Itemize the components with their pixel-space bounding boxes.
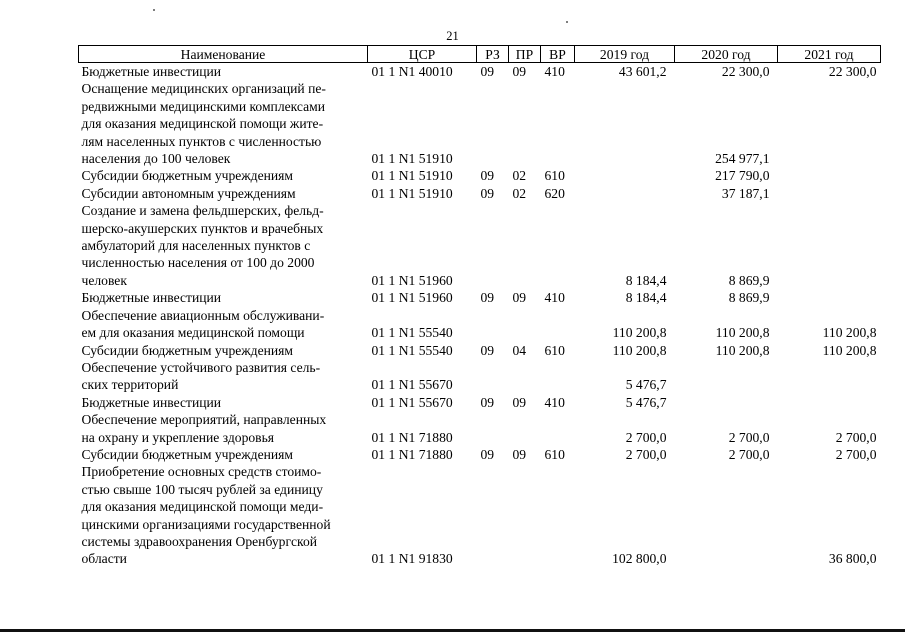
cell-2020: 8 869,9 [728, 290, 770, 306]
cell-2020 [675, 359, 778, 394]
table-row [79, 463, 881, 567]
cell-csr: 01 1 N1 55670 [371, 394, 453, 410]
cell-rz: 09 [480, 185, 495, 201]
cell-vr: 620 [544, 185, 565, 201]
cell-2019: 8 184,4 [625, 290, 667, 306]
cell-rz: 09 [480, 168, 495, 184]
cell-pr: 02 [512, 168, 527, 184]
cell-vr [541, 80, 575, 167]
cell-2021: 2 700,0 [835, 446, 877, 462]
cell-csr: 01 1 N1 51910 [371, 151, 453, 167]
cell-csr: 01 1 N1 55540 [371, 342, 453, 358]
cell-2020: 110 200,8 [715, 325, 770, 341]
cell-rz: 09 [480, 64, 495, 79]
bottom-scan-edge [0, 629, 905, 632]
cell-name: Бюджетные инвестиции [81, 394, 222, 410]
cell-rz [477, 411, 509, 446]
cell-csr: 01 1 N1 55540 [371, 325, 453, 341]
cell-pr [509, 463, 541, 567]
cell-2019: 8 184,4 [625, 272, 667, 288]
col-header-csr: ЦСР [368, 46, 477, 63]
cell-csr: 01 1 N1 55670 [371, 377, 453, 393]
cell-2020: 217 790,0 [715, 168, 770, 184]
page-number: 21 [446, 29, 459, 43]
cell-pr: 04 [512, 342, 527, 358]
cell-csr: 01 1 N1 51960 [371, 290, 453, 306]
cell-2019: 110 200,8 [612, 325, 667, 341]
cell-rz: 09 [480, 394, 495, 410]
cell-2021: 110 200,8 [822, 325, 877, 341]
cell-rz [477, 359, 509, 394]
col-header-name: Наименование [79, 46, 368, 63]
cell-pr [509, 307, 541, 342]
cell-2020: 110 200,8 [715, 342, 770, 358]
cell-2019 [575, 80, 675, 167]
table-row [79, 342, 881, 359]
cell-vr: 410 [544, 290, 565, 306]
cell-pr: 02 [512, 185, 527, 201]
cell-name: Приобретение основных средств стоимо- стью свыше 100 тысяч рублей за единицу для оказания медицинской помощи меди- цинскими организациями государственной системы здравоохранения Оренбургской области [81, 464, 331, 567]
cell-name: Субсидии бюджетным учреждениям [81, 342, 294, 358]
cell-rz: 09 [480, 446, 495, 462]
table-row [79, 167, 881, 184]
cell-2021 [778, 394, 881, 411]
cell-2020: 22 300,0 [721, 64, 770, 79]
cell-pr: 09 [512, 446, 527, 462]
cell-rz [477, 80, 509, 167]
cell-csr: 01 1 N1 51910 [371, 168, 453, 184]
cell-rz [477, 202, 509, 289]
cell-2021 [778, 185, 881, 202]
table-row [79, 394, 881, 411]
cell-pr [509, 80, 541, 167]
cell-2021: 36 800,0 [828, 551, 877, 567]
cell-2019: 102 800,0 [612, 551, 667, 567]
cell-csr: 01 1 N1 71880 [371, 446, 453, 462]
cell-2021: 110 200,8 [822, 342, 877, 358]
cell-2021 [778, 289, 881, 306]
cell-vr [541, 359, 575, 394]
cell-name: Оснащение медицинских организаций пе- редвижными медицинскими комплексами для оказания медицинской помощи жите- лям населенных пунктов с численностью населения до 100 человек [81, 81, 326, 167]
cell-rz: 09 [480, 290, 495, 306]
cell-2019 [575, 167, 675, 184]
cell-name: Субсидии бюджетным учреждениям [81, 446, 294, 462]
cell-2020 [675, 394, 778, 411]
cell-name: Обеспечение мероприятий, направленных на охрану и укрепление здоровья [81, 412, 327, 445]
col-header-pr: ПР [509, 46, 541, 63]
cell-pr [509, 411, 541, 446]
cell-2021 [778, 80, 881, 167]
table-row [79, 80, 881, 167]
cell-pr: 09 [512, 290, 527, 306]
scan-speck [153, 9, 155, 11]
cell-pr: 09 [512, 64, 527, 79]
cell-2020: 2 700,0 [728, 429, 770, 445]
cell-2021 [778, 167, 881, 184]
cell-rz: 09 [480, 342, 495, 358]
table-body [79, 63, 881, 568]
col-header-2021: 2021 год [778, 46, 881, 63]
col-header-2019: 2019 год [575, 46, 675, 63]
cell-2019: 5 476,7 [625, 394, 667, 410]
cell-csr: 01 1 N1 51910 [371, 185, 453, 201]
cell-vr: 610 [544, 168, 565, 184]
cell-rz [477, 463, 509, 567]
cell-2019: 2 700,0 [625, 446, 667, 462]
table-row [79, 446, 881, 463]
budget-table [78, 45, 881, 568]
cell-vr: 610 [544, 446, 565, 462]
cell-name: Субсидии бюджетным учреждениям [81, 168, 294, 184]
cell-name: Субсидии автономным учреждениям [81, 185, 296, 201]
table-row [79, 289, 881, 306]
cell-2019: 5 476,7 [625, 377, 667, 393]
cell-2019: 110 200,8 [612, 342, 667, 358]
cell-name: Создание и замена фельдшерских, фельд- шерско-акушерских пунктов и врачебных амбулаторий для населенных пунктов с численностью населения от 100 до 2000 человек [81, 203, 324, 288]
cell-2021 [778, 359, 881, 394]
table-row [79, 359, 881, 394]
cell-2020: 8 869,9 [728, 272, 770, 288]
cell-name: Бюджетные инвестиции [81, 290, 222, 306]
cell-2019: 43 601,2 [618, 64, 667, 79]
cell-2020 [675, 463, 778, 567]
cell-2021: 22 300,0 [828, 64, 877, 79]
cell-csr: 01 1 N1 40010 [371, 64, 453, 79]
cell-2020: 254 977,1 [715, 151, 770, 167]
cell-csr: 01 1 N1 71880 [371, 429, 453, 445]
cell-2020: 37 187,1 [721, 185, 770, 201]
cell-2019: 2 700,0 [625, 429, 667, 445]
scan-speck [566, 21, 568, 23]
cell-vr: 410 [544, 64, 565, 79]
cell-name: Обеспечение авиационным обслуживани- ем для оказания медицинской помощи [81, 307, 325, 341]
cell-csr: 01 1 N1 51960 [371, 272, 453, 288]
col-header-rz: РЗ [477, 46, 509, 63]
cell-2021 [778, 202, 881, 289]
table-row [79, 202, 881, 289]
table-row [79, 411, 881, 446]
cell-vr: 610 [544, 342, 565, 358]
table-row [79, 63, 881, 81]
cell-2020: 2 700,0 [728, 446, 770, 462]
cell-vr [541, 307, 575, 342]
table-row [79, 307, 881, 342]
table-row [79, 185, 881, 202]
cell-pr [509, 359, 541, 394]
cell-2019 [575, 185, 675, 202]
cell-rz [477, 307, 509, 342]
cell-pr: 09 [512, 394, 527, 410]
cell-vr [541, 463, 575, 567]
cell-vr [541, 202, 575, 289]
col-header-vr: ВР [541, 46, 575, 63]
cell-name: Бюджетные инвестиции [81, 64, 222, 79]
cell-vr: 410 [544, 394, 565, 410]
table-header-row [79, 46, 881, 63]
cell-pr [509, 202, 541, 289]
cell-name: Обеспечение устойчивого развития сель- ских территорий [81, 359, 321, 393]
cell-2021: 2 700,0 [835, 429, 877, 445]
cell-vr [541, 411, 575, 446]
cell-csr: 01 1 N1 91830 [371, 551, 453, 567]
col-header-2020: 2020 год [675, 46, 778, 63]
